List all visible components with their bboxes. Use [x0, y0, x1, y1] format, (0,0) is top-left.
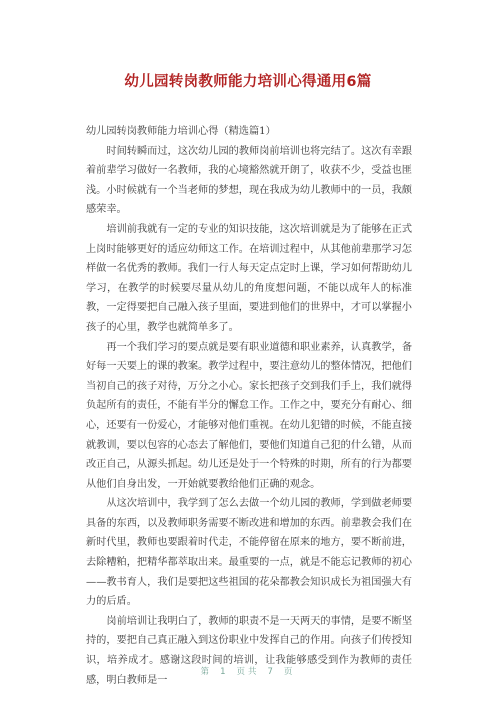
page-footer	[0, 665, 496, 677]
footer-label-suffix: 页	[283, 667, 296, 677]
document-body	[86, 122, 412, 690]
footer-label-prefix: 第	[200, 667, 213, 677]
paragraph: 再一个我们学习的要点就是要有职业道德和职业素养，认真教学，备好每一天要上的课的教案。教学过程中，要注意幼儿的整体情况，把他们当初自己的孩子对待，万分之小心。家长把孩子交到我们手上，我们就得负起所有的责任，不能有半分的懈怠工作。工作之中，要充分有耐心、细心，还要有一份爱心，才能够对他们重视。在幼儿犯错的时候，不能直接就教训，要以包容的心态去了解他们，要他们知道自己犯的什么错，从而改正自己，从源头抓起。幼儿还是处于一个特殊的时期，所有的行为都要从他们自身出发，一开始就要教给他们正确的观念。	[86, 341, 413, 490]
paragraph: 岗前培训让我明白了，教师的职责不是一天两天的事情，是要不断坚持的，要把自己真正融入到这份职业中发挥自己的作用。向孩子们传授知识，培养成才。感谢这段时间的培训，让我能够感受到作为教师的责任感，明白教师是一	[86, 615, 413, 686]
current-page-number: 1	[220, 667, 229, 677]
footer-label-middle: 页共	[236, 667, 260, 677]
paragraph: 时间转瞬而过，这次幼儿园的教师岗前培训也将完结了。这次有幸跟着前辈学习做好一名教师，我的心境豁然就开朗了，收获不少，受益也匪浅。小时候就有一个当老师的梦想，现在我成为幼儿教师中的一员，我颇感荣幸。	[86, 145, 413, 216]
document-title: 幼儿园转岗教师能力培训心得通用6篇	[124, 74, 372, 90]
section-subtitle: 幼儿园转岗教师能力培训心得（精选篇1）	[86, 126, 276, 137]
paragraph: 从这次培训中，我学到了怎么去做一个幼儿园的教师，学到做老师要具备的东西，以及教师职务需要不断改进和增加的东西。前辈教会我们在新时代里，教师也要跟着时代走，不能停留在原来的地方，要不断前进，去除糟粕，把精华都萃取出来。最重要的一点，就是不能忘记教师的初心——教书育人，我们是要把这些祖国的花朵都教会知识成长为祖国强大有力的后盾。	[86, 498, 413, 608]
total-pages-number: 7	[267, 667, 276, 677]
paragraph: 培训前我就有一定的专业的知识技能，这次培训就是为了能够在正式上岗时能够更好的适应幼师这工作。在培训过程中，从其他前辈那学习怎样做一名优秀的教师。我们一行人每天定点定时上课，学习如何帮助幼儿学习，在教学的时候要尽量从幼儿的角度想问题，不能以成年人的标准教，一定得要把自己融入孩子里面，要进到他们的世界中，才可以掌握小孩子的心里，教学也就简单多了。	[86, 223, 413, 333]
